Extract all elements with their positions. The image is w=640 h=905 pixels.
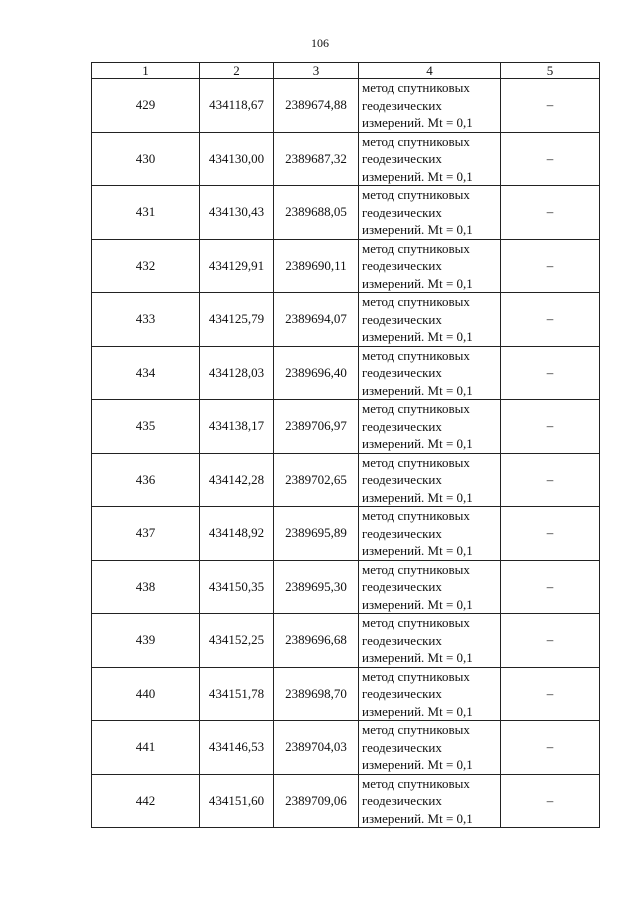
method-text-line: геодезических xyxy=(362,632,442,648)
table-row xyxy=(92,507,600,561)
point-number-cell: 433 xyxy=(92,293,200,347)
method-text-line: геодезических xyxy=(362,151,442,166)
point-number-cell: 430 xyxy=(92,132,200,186)
method-text-line: измерений. Mt = 0,1 xyxy=(362,650,473,665)
note-cell: – xyxy=(501,79,600,133)
method-text-line: геодезических xyxy=(362,472,442,487)
x-coordinate-cell: 434146,53 xyxy=(200,721,274,775)
point-number-cell: 439 xyxy=(92,614,200,668)
method-cell xyxy=(359,293,501,347)
point-number-cell: 429 xyxy=(92,79,200,133)
y-coordinate-cell: 2389688,05 xyxy=(274,186,359,240)
method-cell xyxy=(359,79,501,133)
y-coordinate-cell: 2389698,70 xyxy=(274,667,359,721)
table-row xyxy=(92,400,600,454)
note-cell: – xyxy=(501,721,600,775)
x-coordinate-cell: 434128,03 xyxy=(200,346,274,400)
method-text-line: измерений. Mt = 0,1 xyxy=(362,222,473,237)
method-text-line: метод спутниковых xyxy=(362,615,470,630)
point-number-cell: 435 xyxy=(92,400,200,454)
method-text-line: геодезических xyxy=(362,97,442,113)
method-text-line: геодезических xyxy=(362,686,442,701)
x-coordinate-cell: 434138,17 xyxy=(200,400,274,454)
x-coordinate-cell: 434148,92 xyxy=(200,507,274,561)
method-text-line: геодезических xyxy=(362,739,442,755)
point-number-cell: 438 xyxy=(92,560,200,614)
method-cell xyxy=(359,346,501,400)
x-coordinate-cell: 434142,28 xyxy=(200,453,274,507)
y-coordinate-cell: 2389706,97 xyxy=(274,400,359,454)
method-text-line: измерений. Mt = 0,1 xyxy=(362,489,473,505)
y-coordinate-cell: 2389696,68 xyxy=(274,614,359,668)
note-cell: – xyxy=(501,453,600,507)
method-cell xyxy=(359,667,501,721)
column-header-3: 3 xyxy=(274,63,359,79)
point-number-cell: 432 xyxy=(92,239,200,293)
point-number-cell: 436 xyxy=(92,453,200,507)
table-row xyxy=(92,239,600,293)
method-cell xyxy=(359,774,501,828)
table-row xyxy=(92,721,600,775)
y-coordinate-cell: 2389704,03 xyxy=(274,721,359,775)
method-text-line: геодезических xyxy=(362,258,442,273)
y-coordinate-cell: 2389709,06 xyxy=(274,774,359,828)
note-cell: – xyxy=(501,132,600,186)
method-text-line: геодезических xyxy=(362,793,442,808)
y-coordinate-cell: 2389674,88 xyxy=(274,79,359,133)
column-header-1: 1 xyxy=(92,63,200,79)
note-cell: – xyxy=(501,614,600,668)
method-text-line: метод спутниковых xyxy=(362,80,470,95)
method-text-line: метод спутниковых xyxy=(362,294,470,309)
method-text-line: измерений. Mt = 0,1 xyxy=(362,168,473,184)
method-cell xyxy=(359,507,501,561)
x-coordinate-cell: 434151,78 xyxy=(200,667,274,721)
point-number-cell: 434 xyxy=(92,346,200,400)
method-text-line: метод спутниковых xyxy=(362,133,470,149)
method-cell xyxy=(359,400,501,454)
y-coordinate-cell: 2389695,89 xyxy=(274,507,359,561)
y-coordinate-cell: 2389687,32 xyxy=(274,132,359,186)
table-body xyxy=(92,79,600,828)
method-text-line: измерений. Mt = 0,1 xyxy=(362,275,473,291)
note-cell: – xyxy=(501,667,600,721)
note-cell: – xyxy=(501,400,600,454)
table-row xyxy=(92,667,600,721)
x-coordinate-cell: 434130,00 xyxy=(200,132,274,186)
coordinates-table xyxy=(91,62,600,828)
method-text-line: метод спутниковых xyxy=(362,668,470,684)
method-text-line: геодезических xyxy=(362,579,442,594)
table-row xyxy=(92,774,600,828)
note-cell: – xyxy=(501,560,600,614)
x-coordinate-cell: 434118,67 xyxy=(200,79,274,133)
method-text-line: измерений. Mt = 0,1 xyxy=(362,757,473,772)
method-text-line: измерений. Mt = 0,1 xyxy=(362,543,473,558)
method-text-line: измерений. Mt = 0,1 xyxy=(362,810,473,826)
y-coordinate-cell: 2389690,11 xyxy=(274,239,359,293)
table-row xyxy=(92,132,600,186)
method-cell xyxy=(359,132,501,186)
method-text-line: геодезических xyxy=(362,204,442,220)
table-row xyxy=(92,79,600,133)
point-number-cell: 437 xyxy=(92,507,200,561)
note-cell: – xyxy=(501,186,600,240)
method-cell xyxy=(359,721,501,775)
note-cell: – xyxy=(501,774,600,828)
table-header-row xyxy=(92,63,600,79)
method-text-line: геодезических xyxy=(362,418,442,434)
table-row xyxy=(92,186,600,240)
method-text-line: измерений. Mt = 0,1 xyxy=(362,703,473,719)
note-cell: – xyxy=(501,293,600,347)
column-header-2: 2 xyxy=(200,63,274,79)
table-row xyxy=(92,560,600,614)
method-text-line: метод спутниковых xyxy=(362,187,470,202)
method-cell xyxy=(359,453,501,507)
method-text-line: метод спутниковых xyxy=(362,240,470,256)
y-coordinate-cell: 2389694,07 xyxy=(274,293,359,347)
method-cell xyxy=(359,186,501,240)
table-row xyxy=(92,293,600,347)
table-row xyxy=(92,346,600,400)
method-cell xyxy=(359,614,501,668)
method-text-line: метод спутниковых xyxy=(362,775,470,791)
point-number-cell: 431 xyxy=(92,186,200,240)
method-cell xyxy=(359,239,501,293)
x-coordinate-cell: 434130,43 xyxy=(200,186,274,240)
y-coordinate-cell: 2389696,40 xyxy=(274,346,359,400)
method-text-line: метод спутниковых xyxy=(362,401,470,416)
y-coordinate-cell: 2389695,30 xyxy=(274,560,359,614)
method-text-line: геодезических xyxy=(362,365,442,380)
point-number-cell: 441 xyxy=(92,721,200,775)
method-text-line: измерений. Mt = 0,1 xyxy=(362,436,473,451)
x-coordinate-cell: 434125,79 xyxy=(200,293,274,347)
table-row xyxy=(92,614,600,668)
page-number: 106 xyxy=(311,36,329,50)
method-text-line: измерений. Mt = 0,1 xyxy=(362,596,473,612)
x-coordinate-cell: 434152,25 xyxy=(200,614,274,668)
point-number-cell: 442 xyxy=(92,774,200,828)
note-cell: – xyxy=(501,346,600,400)
method-text-line: метод спутниковых xyxy=(362,508,470,523)
method-text-line: измерений. Mt = 0,1 xyxy=(362,115,473,130)
method-text-line: измерений. Mt = 0,1 xyxy=(362,382,473,398)
method-cell xyxy=(359,560,501,614)
method-text-line: метод спутниковых xyxy=(362,561,470,577)
x-coordinate-cell: 434150,35 xyxy=(200,560,274,614)
method-text-line: метод спутниковых xyxy=(362,347,470,363)
method-text-line: метод спутниковых xyxy=(362,722,470,737)
table-row xyxy=(92,453,600,507)
method-text-line: измерений. Mt = 0,1 xyxy=(362,329,473,344)
column-header-4: 4 xyxy=(359,63,501,79)
point-number-cell: 440 xyxy=(92,667,200,721)
method-text-line: геодезических xyxy=(362,311,442,327)
x-coordinate-cell: 434151,60 xyxy=(200,774,274,828)
y-coordinate-cell: 2389702,65 xyxy=(274,453,359,507)
column-header-5: 5 xyxy=(501,63,600,79)
x-coordinate-cell: 434129,91 xyxy=(200,239,274,293)
method-text-line: метод спутниковых xyxy=(362,454,470,470)
method-text-line: геодезических xyxy=(362,525,442,541)
note-cell: – xyxy=(501,239,600,293)
note-cell: – xyxy=(501,507,600,561)
